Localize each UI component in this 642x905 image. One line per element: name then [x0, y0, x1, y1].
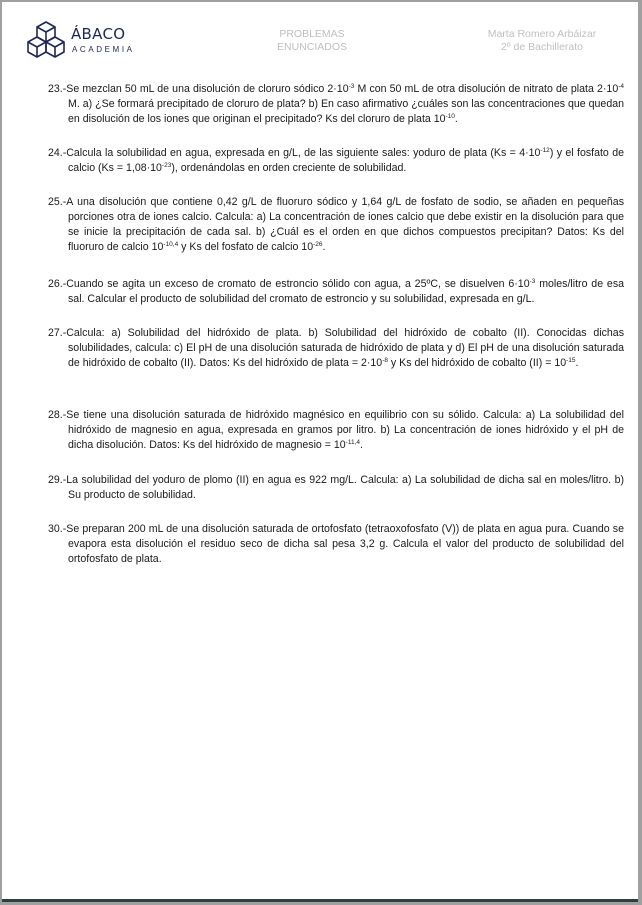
problem-item [48, 195, 624, 255]
exponent: -4 [618, 83, 624, 90]
problem-text: M. a) ¿Se formará precipitado de cloruro de plata? b) En caso afirmativo ¿cuáles son las concentraciones que quedan en disolución de los iones que originan el precipitado? Ks del cloruro de plata 10 [68, 98, 624, 125]
problem-item [48, 408, 624, 453]
exponent: -10 [445, 113, 455, 120]
problem-text: ), ordenándolas en orden creciente de solubilidad. [171, 162, 407, 174]
problem-text: y Ks del fosfato de calcio 10 [178, 241, 314, 253]
problem-number: 29.- [48, 474, 67, 486]
header-author: Marta Romero Arbáizar [487, 28, 597, 40]
problem-text: A una disolución que contiene 0,42 g/L de fluoruro sódico y 1,64 g/L de fosfato de sodio, se añaden en pequeñas porciones otra de iones calcio. Calcula: a) La concentración de iones calcio que debe existir en la disolución para que se inicie la precipitación de cada sal. b) ¿Cuál es el orden en que dichos compuestos precipitan? Datos: Ks del fluoruro de calcio 10 [66, 196, 624, 253]
exponent: -15 [566, 357, 576, 364]
exponent: -3 [348, 83, 355, 90]
exponent: -3 [529, 278, 536, 285]
problem-text: . [575, 357, 579, 369]
academy-logo [26, 20, 136, 60]
stacked-cubes-logo-icon [26, 20, 66, 58]
problem-text: Se tiene una disolución saturada de hidróxido magnésico en equilibrio con su sólido. Calcula: a) La solubilidad del hidróxido de magnesio en agua, expresada en gramos por litro. b) La concentración de iones hidróxido y el pH de dicha disolución. Datos: Ks del hidróxido de magnesio = 10 [66, 409, 624, 451]
exponent: -8 [382, 357, 388, 364]
exponent: -11,4 [345, 439, 361, 446]
header-section-title: PROBLEMAS [279, 28, 345, 40]
header-section-subtitle: ENUNCIADOS [276, 41, 347, 53]
problem-text: Se preparan 200 mL de una disolución saturada de ortofosfato (tetraoxofosfato (V)) de plata en agua pura. Cuando se evapora esta disolución el residuo seco de dicha sal pesa 3,2 g. Calcula el valor del producto de solubilidad del ortofosfato de plata. [66, 523, 624, 565]
problem-text: Cuando se agita un exceso de cromato de estroncio sólido con agua, a 25ºC, se disuelven 6·10 [66, 278, 530, 290]
problem-text: moles/litro de esa sal. Calcular el producto de solubilidad del cromato de estroncio y su solubilidad, expresada en g/L. [68, 278, 625, 305]
problem-text: M con 50 mL de otra disolución de nitrato de plata 2·10 [354, 83, 619, 95]
problem-text: ) y el fosfato de calcio (Ks = 1,08·10 [68, 147, 624, 174]
exponent: -10,4 [163, 241, 179, 248]
problem-text: Se mezclan 50 mL de una disolución de cloruro sódico 2·10 [66, 83, 349, 95]
header-course: 2º de Bachillerato [500, 41, 584, 53]
logo-subtitle: ACADEMIA [72, 45, 135, 54]
problem-item [48, 473, 624, 503]
problem-item [48, 82, 624, 127]
problem-item [48, 522, 624, 567]
exponent: -23 [161, 162, 172, 169]
document-page [2, 2, 638, 902]
problem-number: 24.- [48, 147, 67, 159]
logo-title: ÁBACO [71, 25, 126, 43]
exponent: -26 [313, 241, 323, 248]
problem-number: 26.- [48, 278, 67, 290]
problem-item [48, 277, 624, 307]
problem-number: 28.- [48, 409, 67, 421]
problem-text: . [322, 241, 326, 253]
header-center [232, 28, 392, 54]
header-right [462, 28, 622, 54]
problem-text: Calcula: a) Solubilidad del hidróxido de plata. b) Solubilidad del hidróxido de cobalto (II). Conocidas dichas solubilidades, calcula: c) El pH de una disolución saturada de hidróxido de plata y d) El pH de una disolución saturada de hidróxido de cobalto (II). Datos: Ks del hidróxido de plata = 2·10 [66, 327, 624, 369]
problem-item [48, 326, 624, 371]
problem-text: y Ks del hidróxido de cobalto (II) = 10 [387, 357, 567, 369]
problem-text: . [454, 113, 458, 125]
problem-text: La solubilidad del yoduro de plomo (II) en agua es 922 mg/L. Calcula: a) La solubilidad de dicha sal en moles/litro. b) Su producto de solubilidad. [66, 474, 624, 501]
exponent: -12 [540, 147, 550, 154]
problem-text: Calcula la solubilidad en agua, expresada en g/L, de las siguiente sales: yoduro de plata (Ks = 4·10 [66, 147, 541, 159]
problem-number: 30.- [48, 523, 67, 535]
problem-number: 27.- [48, 327, 67, 339]
problem-number: 23.- [48, 83, 67, 95]
problem-number: 25.- [48, 196, 67, 208]
problem-item [48, 146, 624, 176]
page-header [2, 2, 638, 72]
problem-text: . [360, 439, 363, 451]
